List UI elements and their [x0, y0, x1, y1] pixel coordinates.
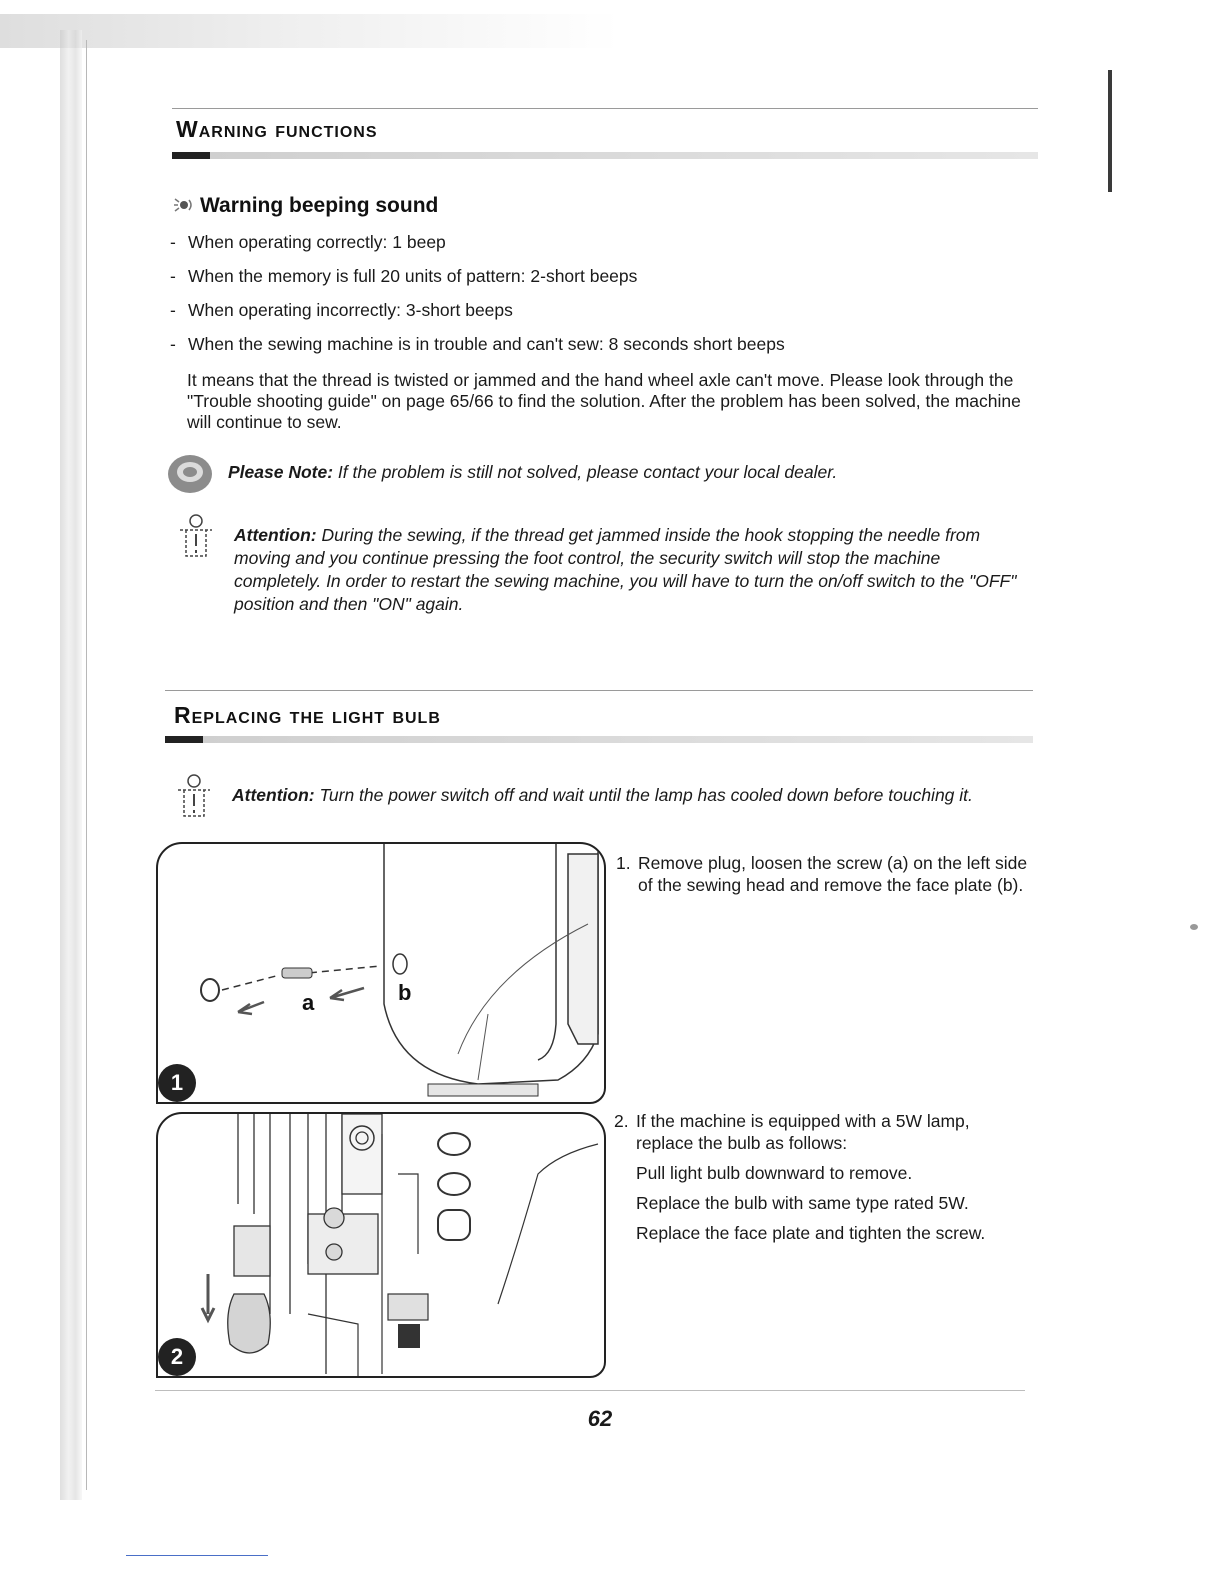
bulb-replacement-illustration	[158, 1114, 604, 1376]
step-1	[638, 852, 1028, 904]
warning-section-title: Warning functions	[176, 116, 378, 142]
bulb-section-title: Replacing the light bulb	[174, 702, 441, 728]
section-rule-top	[172, 108, 1038, 109]
step-line: Replace the face plate and tighten the screw.	[636, 1223, 986, 1243]
please-note-icon	[165, 452, 215, 496]
attention-text: During the sewing, if the thread get jammed inside the hook stopping the needle from moving and you continue pressing the foot control, the security switch will stop the machine completely. In order to restart the sewing machine, you will have to turn the on/off switch to the "OFF" position and then "ON" again.	[234, 525, 1017, 614]
beeping-subheading: Warning beeping sound	[200, 194, 439, 217]
scan-underline	[126, 1555, 268, 1556]
step-number: 1.	[616, 853, 631, 873]
attention-icon	[176, 772, 212, 818]
list-item: - When the memory is full 20 units of pattern: 2-short beeps	[170, 264, 1040, 288]
beep-list	[170, 230, 1040, 356]
page-number: 62	[587, 1406, 613, 1431]
attention-sewing	[234, 524, 1024, 616]
figure-number-badge: 2	[158, 1338, 196, 1376]
step-number: 2.	[614, 1111, 629, 1131]
beep-sound-icon	[172, 196, 194, 214]
figure-2	[156, 1112, 606, 1378]
please-note	[228, 462, 1028, 483]
attention-lamp	[232, 784, 1022, 807]
face-plate-illustration	[158, 844, 604, 1102]
list-item: - When operating incorrectly: 3-short beeps	[170, 298, 1040, 322]
footer-rule	[155, 1390, 1025, 1391]
note-text: If the problem is still not solved, please contact your local dealer.	[337, 462, 838, 482]
step-line: If the machine is equipped with a 5W lamp, replace the bulb as follows:	[636, 1111, 970, 1153]
list-item: - When the sewing machine is in trouble and can't sew: 8 seconds short beeps	[170, 332, 1040, 356]
page-binding-line	[86, 40, 87, 1490]
figure-1	[156, 842, 606, 1104]
page-binding-shadow	[60, 30, 82, 1500]
figure-number-badge: 1	[158, 1064, 196, 1102]
step-line: Pull light bulb downward to remove.	[636, 1163, 913, 1183]
scan-smudge	[0, 14, 620, 48]
scan-speck	[1190, 924, 1198, 930]
trouble-detail: It means that the thread is twisted or jammed and the hand wheel axle can't move. Please look through the "Trouble shooting guide" on page 65/66 to find the solution. After the problem has been solved, the machine will continue to sew.	[187, 370, 1021, 432]
label-screw-a: a	[302, 990, 315, 1015]
step-line: Remove plug, loosen the screw (a) on the left side of the sewing head and remove the face plate (b).	[638, 853, 1028, 895]
attention-label: Attention:	[232, 785, 315, 805]
attention-label: Attention:	[234, 525, 317, 545]
step-line: Replace the bulb with same type rated 5W.	[636, 1193, 969, 1213]
attention-icon	[178, 512, 214, 558]
section-bar	[172, 152, 1038, 159]
note-label: Please Note:	[228, 462, 334, 482]
section-rule-top	[165, 690, 1033, 691]
step-2	[636, 1110, 1028, 1252]
scan-edge-mark	[1108, 70, 1112, 192]
list-item: - When operating correctly: 1 beep	[170, 230, 1040, 254]
label-faceplate-b: b	[398, 980, 412, 1005]
section-bar	[165, 736, 1033, 743]
attention-text: Turn the power switch off and wait until the lamp has cooled down before touching it.	[319, 785, 973, 805]
